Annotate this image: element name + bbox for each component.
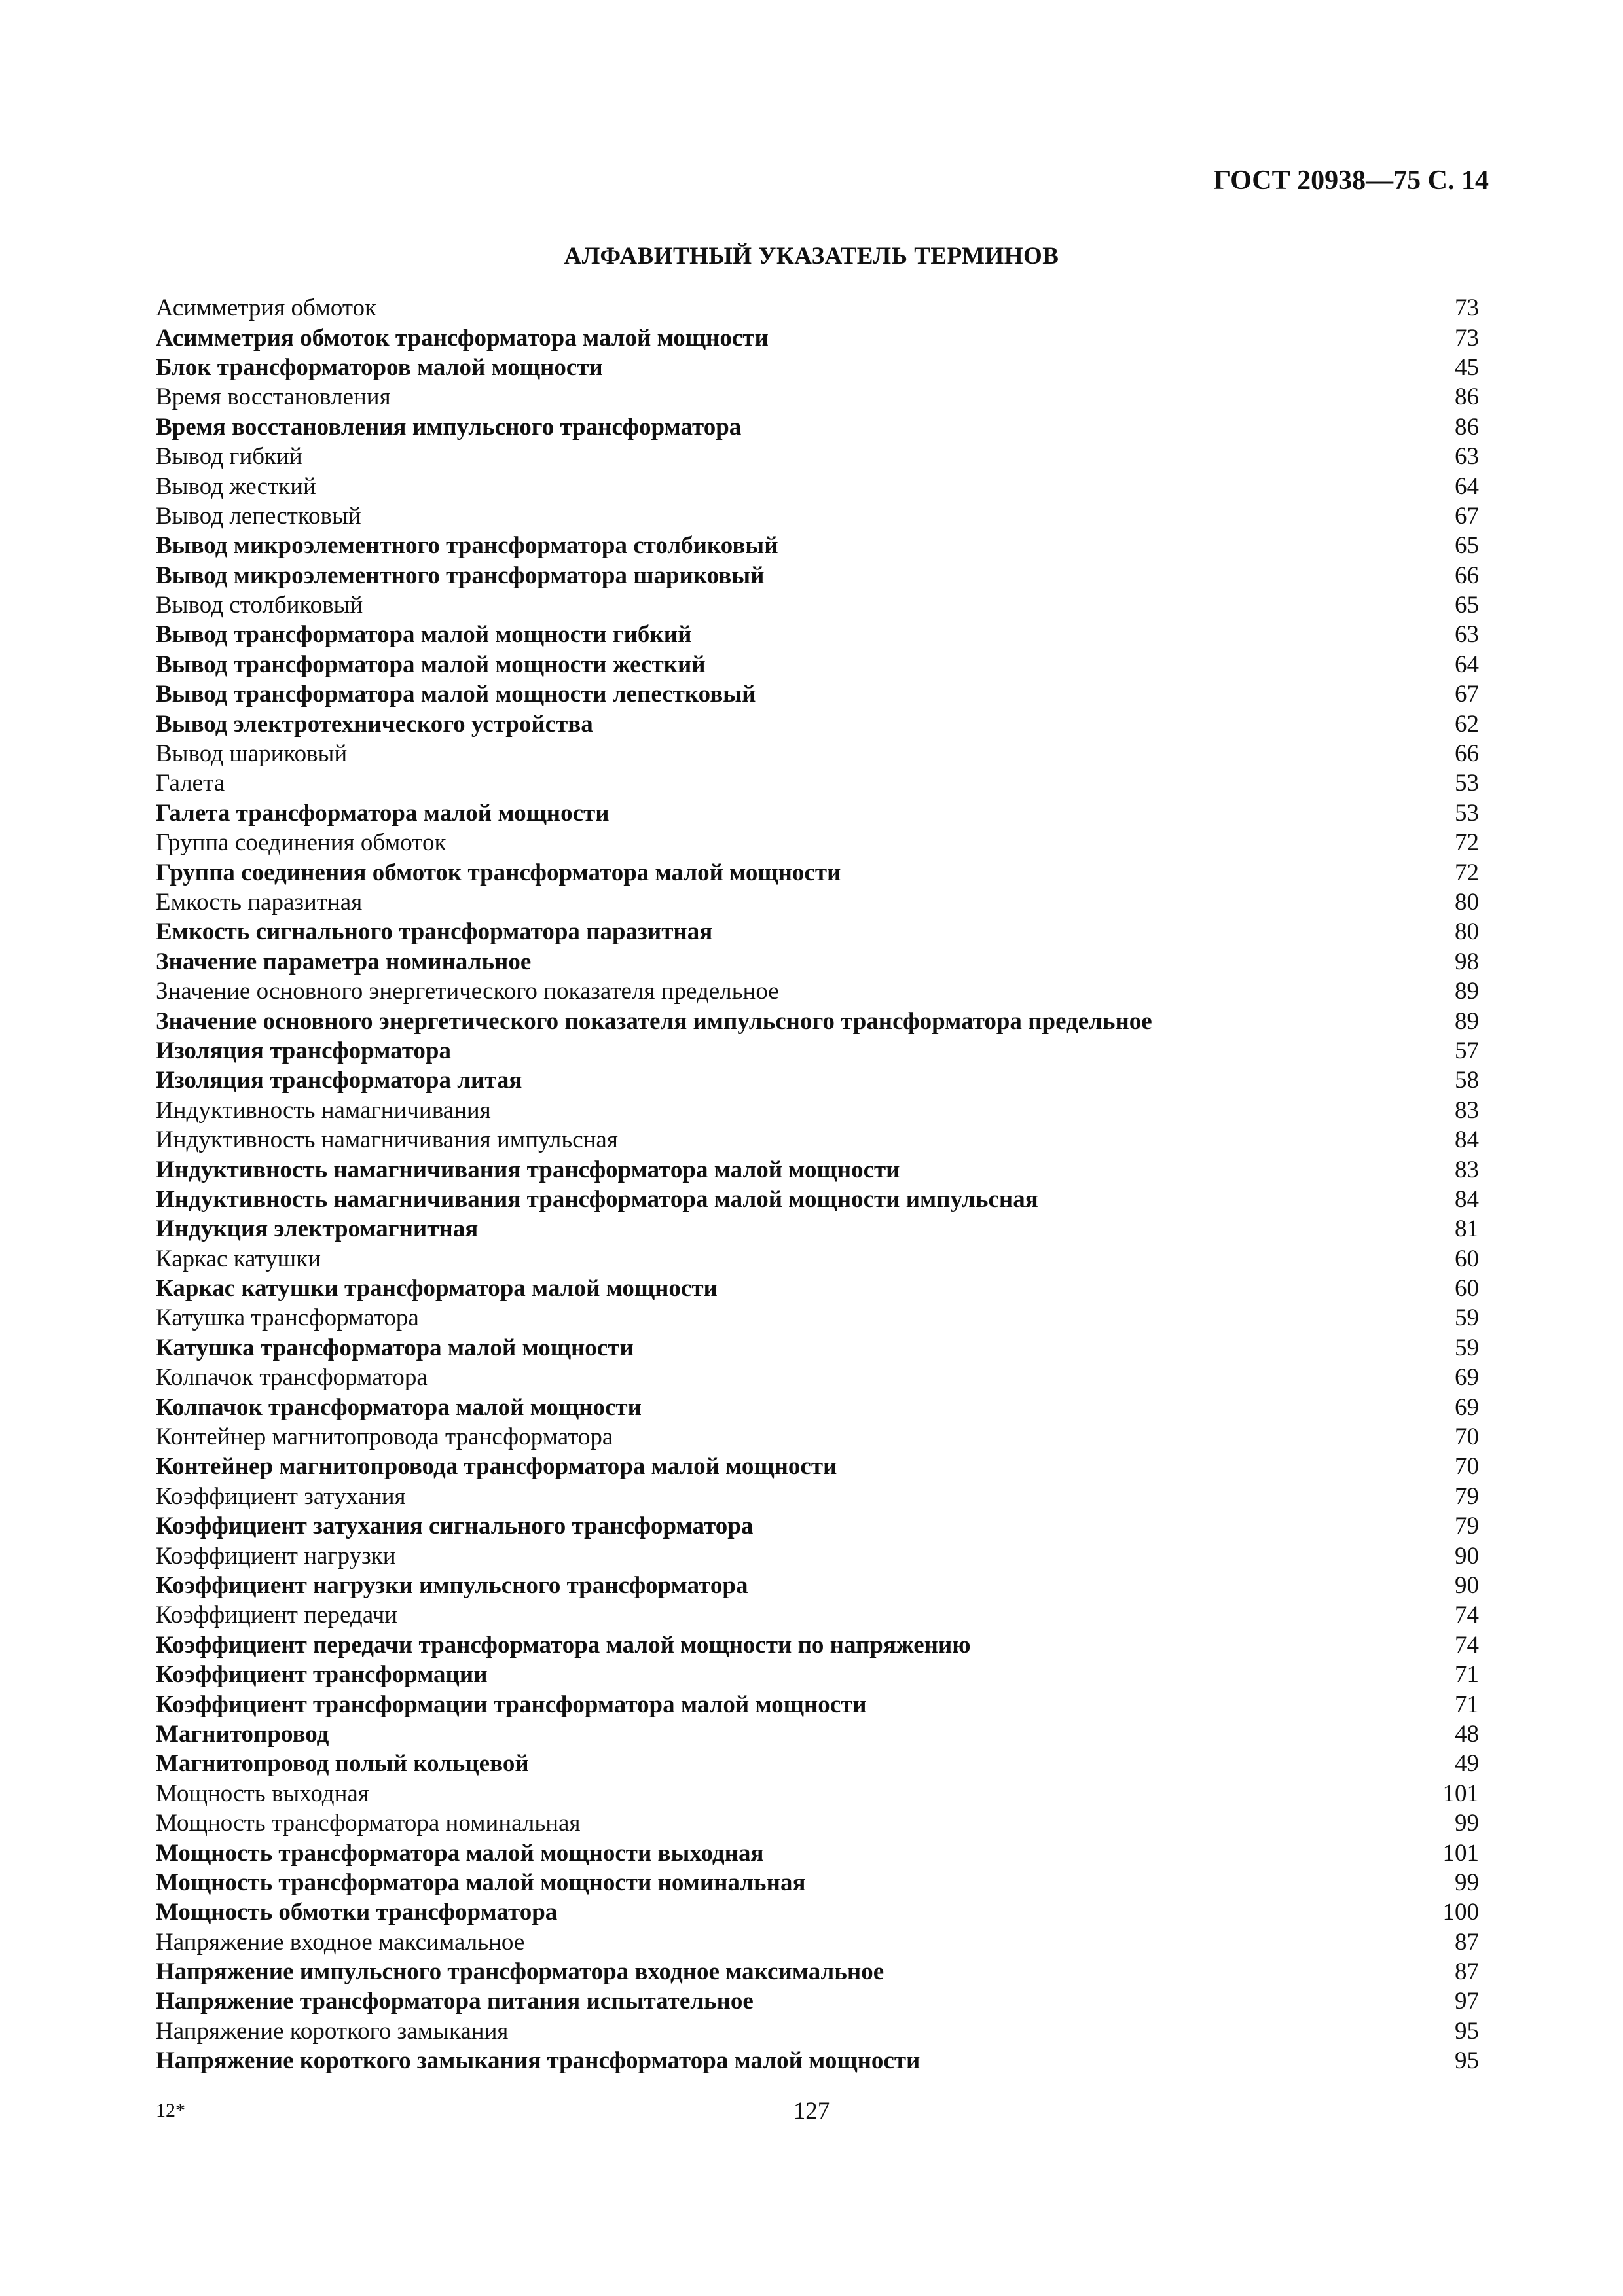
index-page-ref: 79 xyxy=(1455,1482,1479,1510)
index-page-ref: 59 xyxy=(1455,1334,1479,1361)
index-page-ref: 70 xyxy=(1455,1424,1479,1451)
index-term: Вывод лепестковый xyxy=(156,502,361,529)
index-page-ref: 80 xyxy=(1455,918,1479,946)
index-page-ref: 90 xyxy=(1455,1542,1479,1570)
index-term: Контейнер магнитопровода трансформатора малой мощности xyxy=(156,1453,837,1480)
index-entry xyxy=(156,1096,1479,1125)
index-page-ref: 65 xyxy=(1455,532,1479,560)
index-entry xyxy=(156,1600,1479,1630)
index-page-ref: 89 xyxy=(1455,1007,1479,1035)
index-entry xyxy=(156,501,1479,531)
index-page-ref: 66 xyxy=(1455,740,1479,768)
index-page-ref: 67 xyxy=(1455,502,1479,529)
index-page-ref: 49 xyxy=(1455,1750,1479,1778)
index-term: Напряжение трансформатора питания испытательное xyxy=(156,1988,754,2015)
index-term: Коэффициент затухания сигнального трансформатора xyxy=(156,1513,754,1540)
index-page-ref: 86 xyxy=(1455,413,1479,440)
index-page-ref: 87 xyxy=(1455,1958,1479,1986)
index-entry xyxy=(156,1214,1479,1244)
index-entry xyxy=(156,888,1479,917)
index-page-ref: 60 xyxy=(1455,1245,1479,1272)
page-number: 127 xyxy=(793,2098,830,2125)
index-page-ref: 48 xyxy=(1455,1720,1479,1748)
index-term: Индуктивность намагничивания трансформатора малой мощности xyxy=(156,1156,900,1183)
index-term: Галета трансформатора малой мощности xyxy=(156,799,610,827)
index-entry xyxy=(156,1927,1479,1956)
index-term: Значение основного энергетического показателя импульсного трансформатора предельное xyxy=(156,1007,1152,1035)
index-term: Вывод шариковый xyxy=(156,740,348,768)
index-term: Магнитопровод xyxy=(156,1720,329,1748)
index-title: АЛФАВИТНЫЙ УКАЗАТЕЛЬ ТЕРМИНОВ xyxy=(564,243,1059,270)
index-page-ref: 99 xyxy=(1455,1869,1479,1896)
index-entry xyxy=(156,471,1479,501)
document-header: ГОСТ 20938—75 С. 14 xyxy=(1213,166,1489,196)
index-entry xyxy=(156,2046,1479,2075)
index-page-ref: 83 xyxy=(1455,1096,1479,1124)
index-entry xyxy=(156,1185,1479,1214)
footer-mark: 12* xyxy=(156,2100,185,2121)
index-entry xyxy=(156,679,1479,709)
index-term: Магнитопровод полый кольцевой xyxy=(156,1750,529,1778)
index-entry xyxy=(156,1333,1479,1363)
index-page-ref: 101 xyxy=(1442,1839,1479,1867)
index-term: Вывод трансформатора малой мощности лепестковый xyxy=(156,681,756,708)
index-entry xyxy=(156,1482,1479,1511)
index-term: Каркас катушки трансформатора малой мощности xyxy=(156,1275,718,1302)
index-page-ref: 69 xyxy=(1455,1393,1479,1421)
index-term: Индуктивность намагничивания импульсная xyxy=(156,1126,618,1154)
index-page-ref: 66 xyxy=(1455,562,1479,589)
index-term: Вывод трансформатора малой мощности гибкий xyxy=(156,621,692,649)
index-entry xyxy=(156,412,1479,442)
index-entry xyxy=(156,768,1479,798)
index-page-ref: 101 xyxy=(1442,1780,1479,1807)
index-entry xyxy=(156,947,1479,977)
index-page-ref: 81 xyxy=(1455,1215,1479,1243)
index-term: Коэффициент трансформации xyxy=(156,1661,488,1689)
index-page-ref: 58 xyxy=(1455,1067,1479,1094)
index-entry xyxy=(156,531,1479,560)
index-page-ref: 57 xyxy=(1455,1037,1479,1064)
index-page-ref: 70 xyxy=(1455,1453,1479,1480)
index-page-ref: 99 xyxy=(1455,1810,1479,1837)
index-page-ref: 80 xyxy=(1455,889,1479,916)
index-page-ref: 63 xyxy=(1455,443,1479,471)
index-term: Вывод жесткий xyxy=(156,473,316,500)
index-entry xyxy=(156,1957,1479,1986)
index-entry xyxy=(156,1274,1479,1303)
index-entry xyxy=(156,1868,1479,1897)
index-entry xyxy=(156,1719,1479,1749)
index-term: Катушка трансформатора xyxy=(156,1304,419,1332)
index-page-ref: 69 xyxy=(1455,1364,1479,1391)
index-term: Емкость паразитная xyxy=(156,889,363,916)
index-term: Галета xyxy=(156,770,225,797)
index-term: Группа соединения обмоток xyxy=(156,829,447,857)
index-entry xyxy=(156,1749,1479,1778)
index-entry xyxy=(156,1244,1479,1274)
index-term: Коэффициент нагрузки импульсного трансформатора xyxy=(156,1571,748,1599)
index-term: Емкость сигнального трансформатора паразитная xyxy=(156,918,713,946)
index-page-ref: 45 xyxy=(1455,353,1479,381)
index-entry xyxy=(156,382,1479,412)
index-entry xyxy=(156,1808,1479,1838)
index-entry xyxy=(156,1838,1479,1867)
index-term: Значение основного энергетического показателя предельное xyxy=(156,978,779,1005)
index-term: Мощность трансформатора номинальная xyxy=(156,1810,581,1837)
index-entry xyxy=(156,739,1479,768)
index-term: Коэффициент трансформации трансформатора малой мощности xyxy=(156,1691,867,1718)
index-term: Напряжение короткого замыкания xyxy=(156,2017,509,2045)
index-entry xyxy=(156,353,1479,382)
index-entry xyxy=(156,977,1479,1006)
index-term: Мощность обмотки трансформатора xyxy=(156,1899,558,1926)
index-page-ref: 63 xyxy=(1455,621,1479,649)
index-term: Коэффициент затухания xyxy=(156,1482,406,1510)
index-entry xyxy=(156,857,1479,887)
index-page-ref: 64 xyxy=(1455,651,1479,678)
index-term: Изоляция трансформатора литая xyxy=(156,1067,522,1094)
index-term: Каркас катушки xyxy=(156,1245,321,1272)
index-page-ref: 74 xyxy=(1455,1602,1479,1629)
index-entry xyxy=(156,1779,1479,1808)
index-term: Значение параметра номинальное xyxy=(156,948,532,975)
index-term: Мощность выходная xyxy=(156,1780,369,1807)
index-entry xyxy=(156,1897,1479,1927)
index-entry xyxy=(156,1303,1479,1333)
index-term: Колпачок трансформатора xyxy=(156,1364,428,1391)
index-page-ref: 73 xyxy=(1455,295,1479,322)
index-page-ref: 53 xyxy=(1455,799,1479,827)
index-page-ref: 87 xyxy=(1455,1928,1479,1956)
index-entry xyxy=(156,917,1479,946)
index-entry xyxy=(156,1392,1479,1422)
index-term: Мощность трансформатора малой мощности выходная xyxy=(156,1839,764,1867)
index-term: Коэффициент передачи xyxy=(156,1602,398,1629)
index-page-ref: 89 xyxy=(1455,978,1479,1005)
index-entry xyxy=(156,709,1479,738)
index-page-ref: 90 xyxy=(1455,1571,1479,1599)
index-term: Изоляция трансформатора xyxy=(156,1037,451,1064)
index-entry xyxy=(156,1541,1479,1570)
index-term: Колпачок трансформатора малой мощности xyxy=(156,1393,642,1421)
index-term: Напряжение входное максимальное xyxy=(156,1928,525,1956)
index-entry xyxy=(156,1125,1479,1155)
index-entry xyxy=(156,1630,1479,1660)
index-page-ref: 84 xyxy=(1455,1126,1479,1154)
index-page-ref: 73 xyxy=(1455,324,1479,351)
index-entry xyxy=(156,1363,1479,1392)
index-term: Вывод микроэлементного трансформатора столбиковый xyxy=(156,532,778,560)
index-entry xyxy=(156,293,1479,323)
index-page-ref: 86 xyxy=(1455,384,1479,411)
index-term: Коэффициент передачи трансформатора малой мощности по напряжению xyxy=(156,1631,971,1659)
index-term: Напряжение короткого замыкания трансформатора малой мощности xyxy=(156,2047,921,2075)
index-term: Асимметрия обмоток трансформатора малой мощности xyxy=(156,324,769,351)
index-page-ref: 67 xyxy=(1455,681,1479,708)
index-entry xyxy=(156,798,1479,828)
index-page-ref: 59 xyxy=(1455,1304,1479,1332)
index-entry xyxy=(156,650,1479,679)
term-index-list xyxy=(156,293,1479,2075)
index-page-ref: 84 xyxy=(1455,1185,1479,1213)
index-entry xyxy=(156,620,1479,649)
index-entry xyxy=(156,1689,1479,1719)
index-page-ref: 95 xyxy=(1455,2017,1479,2045)
index-page-ref: 72 xyxy=(1455,859,1479,886)
index-page-ref: 97 xyxy=(1455,1988,1479,2015)
index-term: Вывод гибкий xyxy=(156,443,302,471)
index-entry xyxy=(156,1066,1479,1095)
index-entry xyxy=(156,561,1479,590)
index-term: Контейнер магнитопровода трансформатора xyxy=(156,1424,613,1451)
index-entry xyxy=(156,2017,1479,2046)
index-page-ref: 72 xyxy=(1455,829,1479,857)
index-page-ref: 60 xyxy=(1455,1275,1479,1302)
index-entry xyxy=(156,1986,1479,2016)
index-page-ref: 79 xyxy=(1455,1513,1479,1540)
index-entry xyxy=(156,323,1479,352)
index-term: Индуктивность намагничивания трансформатора малой мощности импульсная xyxy=(156,1185,1038,1213)
index-term: Мощность трансформатора малой мощности номинальная xyxy=(156,1869,806,1896)
index-term: Вывод столбиковый xyxy=(156,592,363,619)
index-page-ref: 100 xyxy=(1442,1899,1479,1926)
index-entry xyxy=(156,1660,1479,1689)
index-entry xyxy=(156,1571,1479,1600)
index-page-ref: 74 xyxy=(1455,1631,1479,1659)
index-entry xyxy=(156,1155,1479,1184)
index-term: Коэффициент нагрузки xyxy=(156,1542,396,1570)
index-page-ref: 71 xyxy=(1455,1661,1479,1689)
index-entry xyxy=(156,1511,1479,1541)
index-entry xyxy=(156,590,1479,620)
index-term: Вывод трансформатора малой мощности жесткий xyxy=(156,651,706,678)
index-page-ref: 98 xyxy=(1455,948,1479,975)
index-page-ref: 62 xyxy=(1455,710,1479,738)
index-page-ref: 95 xyxy=(1455,2047,1479,2075)
index-term: Время восстановления импульсного трансформатора xyxy=(156,413,742,440)
index-term: Вывод электротехнического устройства xyxy=(156,710,593,738)
index-entry xyxy=(156,1452,1479,1481)
index-term: Вывод микроэлементного трансформатора шариковый xyxy=(156,562,765,589)
index-entry xyxy=(156,442,1479,471)
index-page-ref: 64 xyxy=(1455,473,1479,500)
index-term: Блок трансформаторов малой мощности xyxy=(156,353,603,381)
index-page-ref: 71 xyxy=(1455,1691,1479,1718)
index-page-ref: 83 xyxy=(1455,1156,1479,1183)
index-term: Индуктивность намагничивания xyxy=(156,1096,491,1124)
index-entry xyxy=(156,828,1479,857)
index-entry xyxy=(156,1006,1479,1035)
index-term: Катушка трансформатора малой мощности xyxy=(156,1334,634,1361)
index-term: Асимметрия обмоток xyxy=(156,295,377,322)
index-term: Группа соединения обмоток трансформатора малой мощности xyxy=(156,859,841,886)
index-term: Индукция электромагнитная xyxy=(156,1215,479,1243)
index-term: Напряжение импульсного трансформатора входное максимальное xyxy=(156,1958,884,1986)
index-entry xyxy=(156,1422,1479,1452)
index-page-ref: 53 xyxy=(1455,770,1479,797)
index-entry xyxy=(156,1036,1479,1066)
index-page-ref: 65 xyxy=(1455,592,1479,619)
index-term: Время восстановления xyxy=(156,384,391,411)
